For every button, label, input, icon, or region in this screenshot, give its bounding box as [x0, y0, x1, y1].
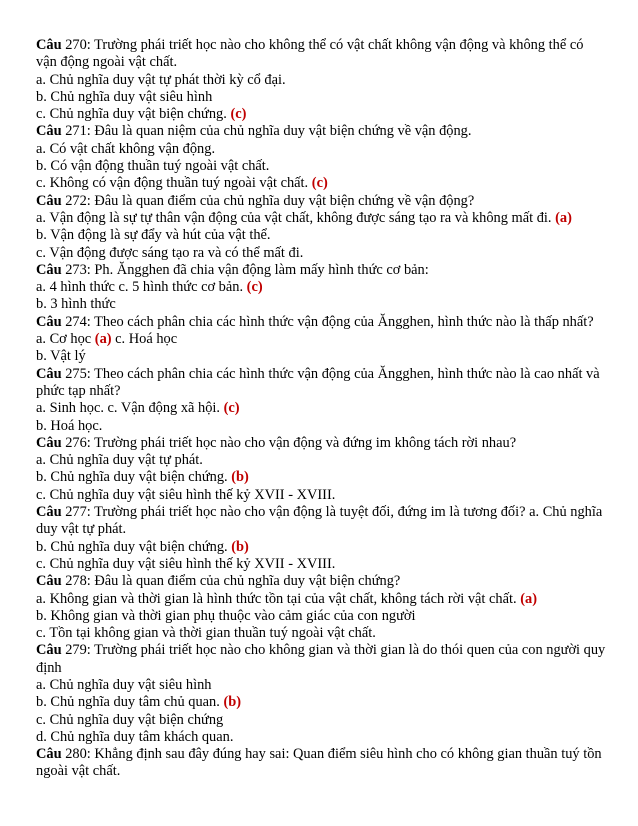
question-line	[36, 746, 606, 781]
option-text: b. Chủ nghĩa duy tâm chủ quan.	[36, 694, 220, 711]
answer-mark: (c)	[230, 106, 247, 123]
option-line	[36, 348, 606, 365]
option-text: a. Chủ nghĩa duy vật tự phát thời kỳ cổ đại.	[36, 71, 286, 88]
question-number: 279:	[65, 642, 91, 659]
option-text: c. Vận động được sáng tạo ra và có thể mất đi.	[36, 244, 304, 261]
question-number: 274:	[65, 313, 91, 330]
option-line	[36, 452, 606, 469]
question-label: Câu	[36, 123, 62, 140]
option-text: d. Chủ nghĩa duy tâm khách quan.	[36, 728, 234, 745]
question-number: 277:	[65, 504, 91, 521]
option-text: a. Cơ học	[36, 331, 92, 348]
option-text: c. Chủ nghĩa duy vật biện chứng	[36, 711, 224, 728]
option-text: b. Có vận động thuần tuý ngoài vật chất.	[36, 158, 270, 175]
question-number: 270:	[65, 37, 91, 53]
question-text: Khẳng định sau đây đúng hay sai: Quan điểm siêu hình cho có không gian thuần tuý tồn ngoài vật chất.	[36, 746, 602, 780]
answer-mark: (b)	[223, 694, 242, 711]
option-text: b. Hoá học.	[36, 417, 103, 434]
option-line	[36, 608, 606, 625]
question-label: Câu	[36, 434, 62, 451]
question-label: Câu	[36, 261, 62, 278]
question-line	[36, 37, 606, 72]
question-text: Trường phái triết học nào cho không thể có vật chất không vận động và không thể có vận động ngoài vật chất.	[36, 37, 584, 71]
option-line	[36, 210, 606, 227]
option-line	[36, 331, 606, 348]
question-label: Câu	[36, 192, 62, 209]
option-text: b. Không gian và thời gian phụ thuộc vào cảm giác của con người	[36, 607, 416, 624]
option-text: a. 4 hình thức c. 5 hình thức cơ bản.	[36, 279, 244, 296]
option-line	[36, 694, 606, 711]
option-text: c. Chủ nghĩa duy vật siêu hình thế kỷ XVII - XVIII.	[36, 486, 336, 503]
option-line	[36, 296, 606, 313]
option-text: a. Chủ nghĩa duy vật tự phát.	[36, 452, 203, 469]
question-number: 275:	[65, 365, 91, 382]
question-number: 271:	[65, 123, 91, 140]
option-line	[36, 72, 606, 89]
question-line	[36, 642, 606, 677]
answer-mark: (c)	[246, 279, 263, 296]
option-text-after: c. Hoá học	[115, 331, 178, 348]
option-line	[36, 89, 606, 106]
option-line	[36, 625, 606, 642]
question-text: Trường phái triết học nào cho vận động và đứng im không tách rời nhau?	[94, 434, 517, 451]
option-text: a. Chủ nghĩa duy vật siêu hình	[36, 676, 212, 693]
question-number: 278:	[65, 573, 91, 590]
question-text: Đâu là quan niệm của chủ nghĩa duy vật biện chứng về vận động.	[94, 123, 472, 140]
option-text: b. Chủ nghĩa duy vật siêu hình	[36, 88, 213, 105]
question-line	[36, 262, 606, 279]
answer-mark: (a)	[555, 209, 572, 226]
option-line	[36, 400, 606, 417]
option-line	[36, 106, 606, 123]
question-number: 272:	[65, 192, 91, 209]
option-text: b. Vận động là sự đẩy và hút của vật thể.	[36, 227, 271, 244]
option-line	[36, 227, 606, 244]
option-text: b. Chủ nghĩa duy vật biện chứng.	[36, 538, 228, 555]
option-text: a. Sinh học. c. Vận động xã hội.	[36, 400, 220, 417]
option-line	[36, 279, 606, 296]
option-line	[36, 175, 606, 192]
question-line	[36, 435, 606, 452]
answer-mark: (c)	[311, 175, 328, 192]
option-text: c. Không có vận động thuần tuý ngoài vật chất.	[36, 175, 309, 192]
question-text: Theo cách phân chia các hình thức vận động của Ăngghen, hình thức nào là cao nhất và phức tạp nhất?	[36, 365, 600, 399]
answer-mark: (a)	[94, 331, 112, 348]
question-text: Đâu là quan điểm của chủ nghĩa duy vật biện chứng?	[94, 573, 401, 590]
option-line	[36, 729, 606, 746]
option-line	[36, 158, 606, 175]
option-line	[36, 487, 606, 504]
question-text: Trường phái triết học nào cho không gian và thời gian là do thói quen của con người quy định	[36, 642, 606, 676]
option-text: c. Chủ nghĩa duy vật siêu hình thế kỷ XVII - XVIII.	[36, 555, 336, 572]
option-line	[36, 245, 606, 262]
answer-mark: (b)	[231, 538, 249, 555]
option-line	[36, 556, 606, 573]
option-line	[36, 677, 606, 694]
question-number: 280:	[65, 746, 91, 763]
option-text: a. Vận động là sự tự thân vận động của vật chất, không được sáng tạo ra và không mất đi.	[36, 209, 552, 226]
option-text: a. Có vật chất không vận động.	[36, 140, 216, 157]
question-number: 276:	[65, 434, 91, 451]
question-line	[36, 573, 606, 590]
question-label: Câu	[36, 504, 62, 521]
option-text: a. Không gian và thời gian là hình thức tồn tại của vật chất, không tách rời vật chất.	[36, 590, 517, 607]
question-line	[36, 193, 606, 210]
option-text: c. Chủ nghĩa duy vật biện chứng.	[36, 106, 227, 123]
question-text: Đâu là quan điểm của chủ nghĩa duy vật biện chứng về vận động?	[94, 192, 475, 209]
option-text: b. 3 hình thức	[36, 296, 116, 313]
question-line	[36, 366, 606, 401]
question-line	[36, 123, 606, 140]
option-line	[36, 539, 606, 556]
option-line	[36, 591, 606, 608]
option-text: b. Vật lý	[36, 348, 86, 365]
question-label: Câu	[36, 573, 62, 590]
answer-mark: (c)	[223, 400, 240, 417]
question-text: Theo cách phân chia các hình thức vận động của Ăngghen, hình thức nào là thấp nhất?	[94, 313, 594, 330]
question-number: 273:	[65, 261, 91, 278]
question-label: Câu	[36, 642, 62, 659]
answer-mark: (b)	[231, 469, 249, 486]
question-text: Trường phái triết học nào cho vận động là tuyệt đối, đứng im là tương đối? a. Chủ nghĩa duy vật tự phát.	[36, 504, 603, 538]
question-label: Câu	[36, 365, 62, 382]
question-line	[36, 314, 606, 331]
option-line	[36, 141, 606, 158]
question-label: Câu	[36, 37, 62, 53]
question-label: Câu	[36, 746, 62, 763]
option-line	[36, 712, 606, 729]
answer-mark: (a)	[520, 590, 537, 607]
option-line	[36, 469, 606, 486]
question-text: Ph. Ăngghen đã chia vận động làm mấy hình thức cơ bản:	[94, 261, 429, 278]
question-line	[36, 504, 606, 539]
option-text: b. Chủ nghĩa duy vật biện chứng.	[36, 469, 228, 486]
question-label: Câu	[36, 313, 62, 330]
option-text: c. Tồn tại không gian và thời gian thuần tuý ngoài vật chất.	[36, 625, 376, 642]
option-line	[36, 418, 606, 435]
document-page	[36, 37, 606, 781]
